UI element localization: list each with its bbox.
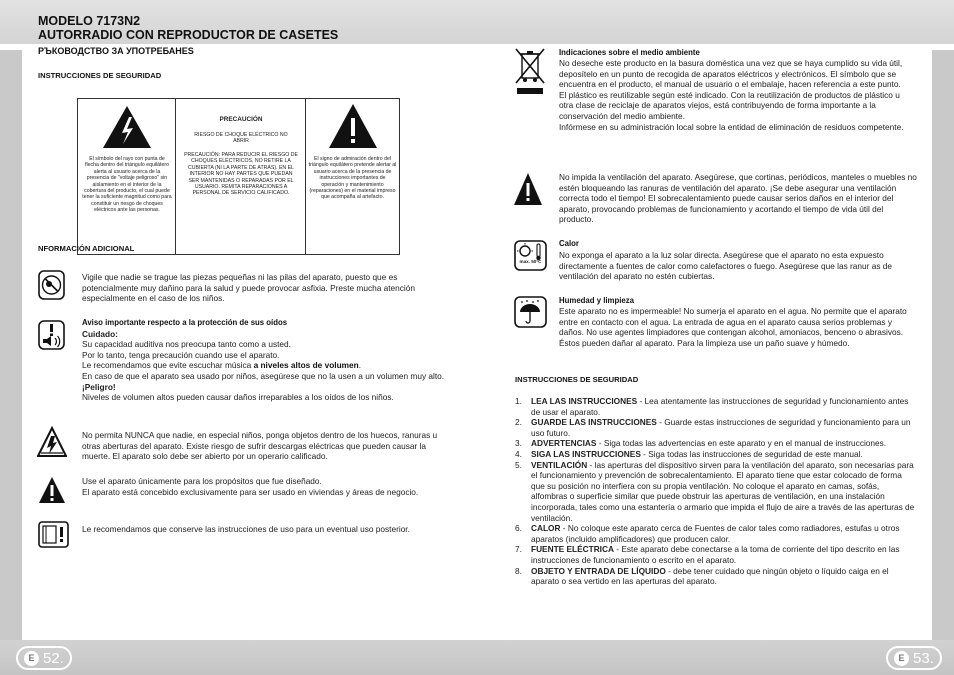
heat-title: Calor [559, 239, 579, 248]
instruction-number: 8. [515, 565, 522, 576]
humidity-title: Humedad y limpieza [559, 296, 634, 305]
warning-triangle-icon [38, 476, 66, 504]
instruction-item [515, 544, 915, 565]
instruction-title: CALOR [531, 523, 561, 534]
hearing-line1: Su capacidad auditiva nos preocupa tanto como a usted. [82, 339, 291, 350]
instruction-item [515, 449, 915, 460]
instruction-item [515, 523, 915, 544]
instruction-title: FUENTE ELÉCTRICA [531, 544, 614, 555]
instruction-text: - las aperturas del dispositivo sirven para la ventilación del aparato, son necesarias para el funcionamiento y prevención de sobrecalentamiento. El aparato tiene que estar colocado de forma que su posición no interfiera con su propia ventilación. No coloque el aparato en camas, sofás, alfombras o superficie similar que puede obstruir las aperturas de ventilación, en una instalación incorporada, tales como una estantería o armario que impida el flujo de aire a través de las aperturas de ventilación. [531, 459, 915, 523]
page-number-right-value: 53. [913, 649, 934, 667]
page-number-left [16, 646, 72, 670]
instruction-text: - Este aparato debe conectarse a la toma de corriente del tipo descrito en las instrucciones de funcionamiento o escrito en el aparato. [531, 544, 900, 565]
instruction-number: 7. [515, 544, 522, 555]
ventilation-warning-icon [513, 172, 543, 206]
hearing-title: Aviso importante respecto a la protección de sus oídos [82, 318, 288, 327]
instruction-text: - debe tener cuidado que ningún objeto o líquido caiga en el aparato o sea vertido en las aperturas del aparato. [531, 565, 889, 587]
instruction-text: - No coloque este aparato cerca de Fuentes de calor tales como radiadores, estufas u otros aparatos (incluido amplificadores) que producen calor. [531, 523, 900, 544]
hearing-line2: Por lo tanto, tenga precaución cuando use el aparato. [82, 349, 280, 360]
instruction-number: 3. [515, 438, 522, 449]
language-badge-right: E [894, 651, 909, 666]
footer-bar [0, 640, 954, 675]
instruction-number: 1. [515, 396, 522, 406]
exclamation-warning-icon [328, 103, 378, 149]
heat-icon-label: max. 50°C [519, 259, 542, 264]
page-number-right [886, 646, 942, 670]
purpose-text: Use el aparato únicamente para los propósitos que fue diseñado. El aparato está concebido exclusivamente para ser usado en viviendas y áreas de negocio. [82, 476, 419, 497]
electric-shock-icon [37, 426, 67, 458]
instruction-item [515, 417, 915, 438]
instruction-title: VENTILACIÓN [531, 459, 588, 470]
ventilation-text: No impida la ventilación del aparato. Asegúrese, que cortinas, periódicos, manteles o muebles no estén bloqueando las ranuras de ventilación del aparato. ¡Se debe asegurar una ventilación correcta todo el tiempo! El sobrecalentamiento puede causar serios daños en el interior del aparato, provocando problemas de funcionamiento y acortando el tiempo de vida útil del producto. [559, 172, 917, 225]
instruction-number: 2. [515, 417, 522, 428]
hearing-section [82, 318, 447, 403]
instruction-number: 6. [515, 523, 522, 534]
model-title: MODELO 7173N2 [38, 14, 141, 28]
caution-line1: RIESGO DE CHOQUE ELÉCTRICO NO ABRIR [194, 132, 288, 145]
instruction-text: - Guarde estas instrucciones de seguridad y funcionamiento para un uso futuro. [531, 417, 911, 438]
left-margin-bar [0, 50, 22, 640]
lightning-text: El símbolo del rayo con punta de flecha dentro del triángulo equilátero alerta al usuario acerca de la presencia de "voltaje peligroso" sin aislamiento en el interior de la cobertura del producto, el cual puede tener la suficiente magnitud como para constituir un riesgo de choques eléctricos ante las personas. [82, 156, 172, 214]
instruction-item [515, 460, 915, 524]
safety-heading-left: INSTRUCCIONES DE SEGURIDAD [38, 71, 162, 80]
hearing-line4: En caso de que el aparato sea usado por niños, asegúrese que no la usen a un volumen muy alto. [82, 370, 445, 381]
page-number-left-value: 52. [43, 649, 64, 667]
instructions-list [515, 396, 915, 587]
language-badge-left: E [24, 651, 39, 666]
objects-text: No permita NUNCA que nadie, en especial niños, ponga objetos dentro de los huecos, ranuras u otras aberturas del aparato. Existe riesgo de sufrir descargas eléctricas que pueden causar la muerte. El aparato solo debe ser abierto por un operario calificado. [82, 430, 438, 462]
instruction-title: OBJETO Y ENTRADA DE LÍQUIDO [531, 565, 666, 576]
hearing-line3: Le recomendamos que evite escuchar música a niveles altos de volumen. [82, 360, 362, 371]
heat-text: No exponga el aparato a la luz solar directa. Asegúrese que el aparato no esta expuesto directamente a fuentes de calor como calefactores o fuego. Asegúrese que las ranur as de ventilación del aparato no estén cubiertas. [559, 250, 892, 282]
right-margin-bar [932, 50, 954, 640]
instruction-title: SIGA LAS INSTRUCCIONES [531, 448, 641, 459]
humidity-icon [514, 296, 547, 328]
instruction-item [515, 566, 915, 587]
lightning-warning-icon [102, 105, 152, 149]
page-title [38, 14, 338, 42]
instruction-text: - Lea atentamente las instrucciones de seguridad y funcionamiento antes de usar el aparato. [531, 396, 909, 417]
instruction-number: 4. [515, 448, 522, 459]
instruction-title: LEA LAS INSTRUCCIONES [531, 396, 638, 406]
product-title: AUTORRADIO CON REPRODUCTOR DE CASETES [38, 28, 339, 42]
recycle-bin-icon [514, 46, 546, 96]
manual-subtitle: РЪКОВОДСТВО ЗА УПОТРЕБАНЕS [38, 46, 194, 56]
instruction-text: - Siga todas las instrucciones de seguridad de este manual. [640, 448, 863, 459]
instruction-title: GUARDE LAS INSTRUCCIONES [531, 417, 657, 428]
instruction-item [515, 396, 915, 417]
exclamation-cell [306, 99, 399, 254]
env-title: Indicaciones sobre el medio ambiente [559, 48, 700, 57]
exclamation-text: El signo de admiración dentro del triángulo equilátero pretende alertar al usuario acerca de la presencia de instrucciones importantes de operación y mantenimiento (reparaciones) en el material impreso que acompaña al artefacto. [308, 156, 397, 201]
hearing-line5: Niveles de volumen altos pueden causar daños irreparables a los oídos de los niños. [82, 392, 394, 403]
instruction-number: 5. [515, 459, 522, 470]
keep-manual-text: Le recomendamos que conserve las instrucciones de uso para un eventual uso posterior. [82, 524, 410, 534]
safety-heading-right: INSTRUCCIONES DE SEGURIDAD [515, 375, 639, 384]
env-text: No deseche este producto en la basura doméstica una vez que se haya cumplido su vida útil, deposítelo en un punto de recogida de aparatos eléctricos y electrónicos. El símbolo que se encuentra en el producto, el manual de usuario o el embalaje, hacen referencia a este punto. El plástico es reutilizable según esté indicado. Con la reutilización de productos de plástico u otra clase de reciclaje de aparatos viejos, está contribuyendo de forma importante a la conservación del medio ambiente. Infórmese en su administración local sobre la entidad de eliminación de residuos competente. [559, 58, 904, 132]
instruction-text: - Siga todas las advertencias en este aparato y en el manual de instrucciones. [596, 438, 887, 449]
hearing-danger: ¡Peligro! [82, 381, 116, 392]
lightning-cell [78, 99, 176, 254]
info-heading: NFORMACIÓN ADICIONAL [38, 244, 135, 253]
hearing-caution: Cuidado: [82, 328, 118, 339]
caution-line2: PRECAUCIÓN: PARA REDUCIR EL RIESGO DE CHOQUES ELÉCTRICOS, NO RETIRE LA CUBIERTA (NI LA PARTE DE ATRÁS). EN EL INTERIOR NO HAY PARTES QUE PUEDAN SER MANTENIDAS O REPARADAS POR EL USUARIO. REMITA REPARACIONES A PERSONAL DE SERVICIO CALIFICADO. [184, 152, 298, 197]
instruction-title: ADVERTENCIAS [531, 438, 597, 449]
heat-warning-icon [514, 240, 547, 271]
warning-box [77, 98, 400, 255]
humidity-text: Este aparato no es impermeable! No sumerja el aparato en el agua. No permite que el aparato entre en contacto con el agua. La entrada de agua en el aparato causa serios problemas y daños. No use agentes limpiadores que contengan alcohol, amoniacos, benceno o abrasivos. Éstos pueden dañar al aparato. Para la limpieza use un paño suave y húmedo. [559, 306, 907, 348]
instruction-item [515, 438, 915, 449]
manual-book-icon [38, 521, 69, 548]
child-swallow-icon [38, 270, 65, 300]
caution-title: PRECAUCIÓN [219, 116, 263, 123]
caution-cell [176, 99, 306, 254]
small-parts-text: Vigile que nadie se trague las piezas pequeñas ni las pilas del aparato, puesto que es potencialmente muy dañino para la salud y puede provocar asfixia. Preste mucha atención especialmente en el caso de los niños. [82, 272, 415, 304]
hearing-warning-icon [38, 320, 65, 350]
